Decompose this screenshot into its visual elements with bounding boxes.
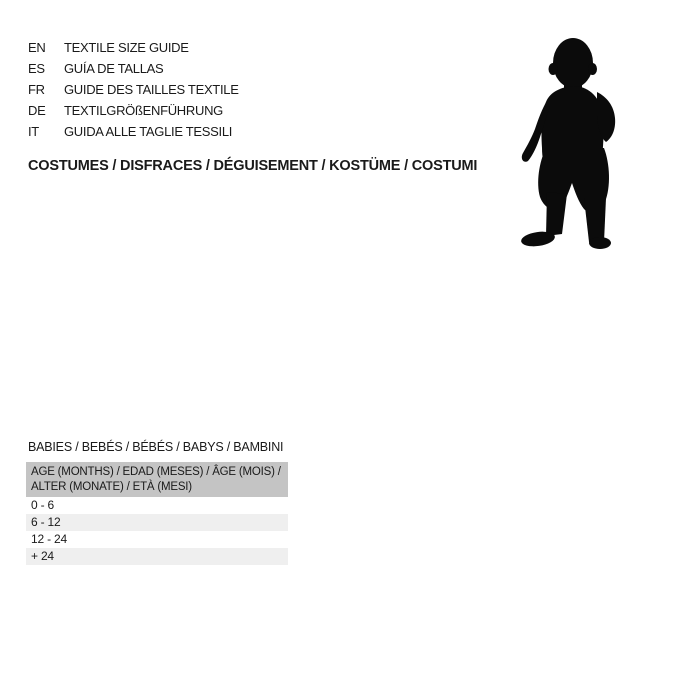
language-row-fr bbox=[28, 79, 239, 100]
language-row-es bbox=[28, 58, 239, 79]
babies-heading: BABIES / BEBÉS / BÉBÉS / BABYS / BAMBINI bbox=[28, 440, 284, 454]
age-table-header bbox=[26, 462, 288, 497]
baby-silhouette-icon bbox=[521, 36, 617, 250]
language-title-list bbox=[28, 37, 239, 142]
language-label: GUIDA ALLE TAGLIE TESSILI bbox=[64, 124, 233, 139]
age-table-header-line: AGE (MONTHS) / EDAD (MESES) / ÂGE (MOIS) / bbox=[31, 466, 281, 478]
language-code: ES bbox=[28, 61, 45, 76]
language-row-de bbox=[28, 100, 239, 121]
language-row-en bbox=[28, 37, 239, 58]
age-table bbox=[26, 462, 288, 565]
table-row: + 24 bbox=[26, 548, 288, 565]
category-line: COSTUMES / DISFRACES / DÉGUISEMENT / KOSTÜME / COSTUMI bbox=[28, 158, 478, 174]
language-label: GUÍA DE TALLAS bbox=[64, 61, 164, 76]
language-label: GUIDE DES TAILLES TEXTILE bbox=[64, 82, 239, 97]
language-label: TEXTILGRÖßENFÜHRUNG bbox=[64, 103, 223, 118]
language-label: TEXTILE SIZE GUIDE bbox=[64, 40, 189, 55]
table-row: 6 - 12 bbox=[26, 514, 288, 531]
age-table-header-line: ALTER (MONATE) / ETÀ (MESI) bbox=[31, 480, 192, 493]
language-code: IT bbox=[28, 124, 39, 139]
table-row: 0 - 6 bbox=[26, 497, 288, 514]
table-row: 12 - 24 bbox=[26, 531, 288, 548]
language-row-it bbox=[28, 121, 239, 142]
language-code: EN bbox=[28, 40, 46, 55]
language-code: FR bbox=[28, 82, 45, 97]
language-code: DE bbox=[28, 103, 46, 118]
